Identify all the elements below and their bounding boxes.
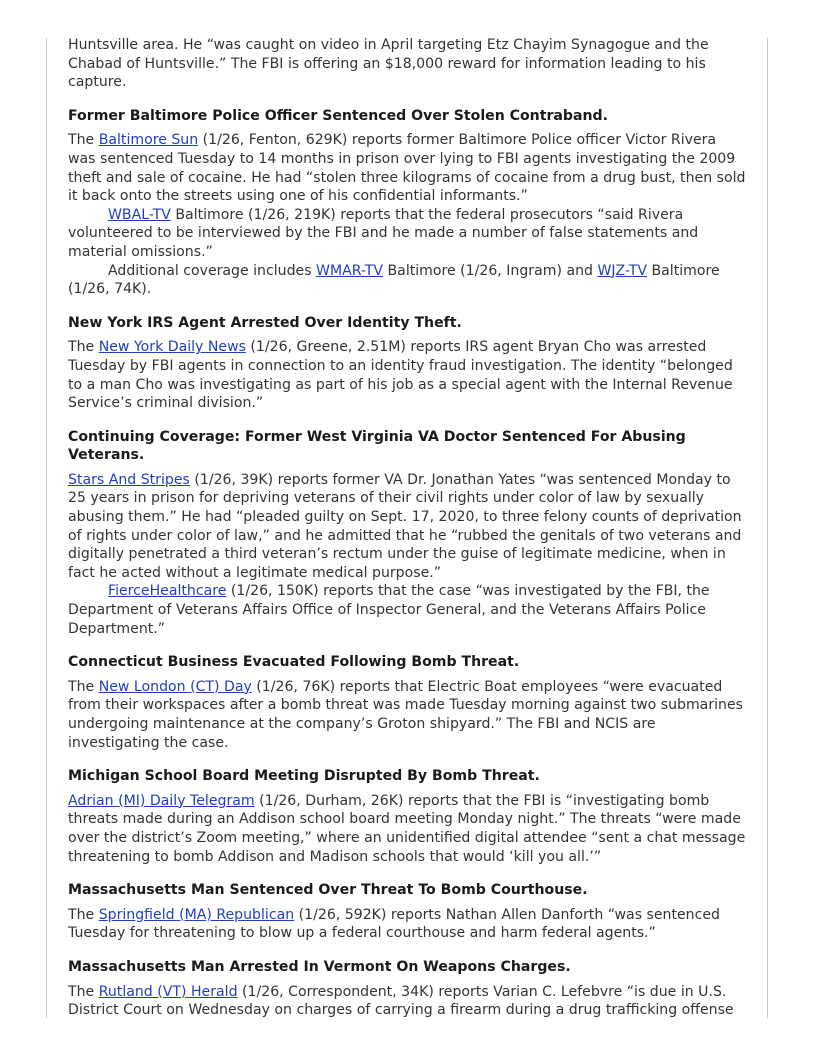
story-baltimore-police <box>68 107 748 299</box>
source-link-new-london-day[interactable]: New London (CT) Day <box>98 678 252 695</box>
intro-paragraph: Huntsville area. He “was caught on video in April targeting Etz Chayim Synagogue and the Chabad of Huntsville.” The FBI is offering an $18,000 reward for information leading to his capture. <box>68 37 709 91</box>
story-headline: New York IRS Agent Arrested Over Identity Theft. <box>68 314 462 331</box>
story-headline: Massachusetts Man Arrested In Vermont On Weapons Charges. <box>68 958 571 975</box>
story-paragraph <box>68 471 748 583</box>
text-run: The <box>68 132 99 149</box>
source-link-adrian-daily-telegram[interactable]: Adrian (MI) Daily Telegram <box>68 792 255 809</box>
story-ct-bomb-threat <box>68 653 748 752</box>
text-run: Baltimore (1/26, 219K) reports that the federal prosecutors “said Rivera volunteered to be interviewed by the FBI and he made a number of false statements and material omissions.” <box>68 206 699 260</box>
text-run: Baltimore (1/26, Ingram) and <box>383 262 598 279</box>
story-paragraph <box>68 262 748 299</box>
story-headline: Connecticut Business Evacuated Following Bomb Threat. <box>68 654 520 671</box>
source-link-stars-and-stripes[interactable]: Stars And Stripes <box>68 471 190 488</box>
story-paragraph <box>68 678 748 752</box>
story-va-doctor <box>68 428 748 639</box>
story-headline: Former Baltimore Police Officer Sentenced Over Stolen Contraband. <box>68 107 608 124</box>
story-paragraph <box>68 338 748 412</box>
text-run: (1/26, 76K) reports that Electric Boat employees “were evacuated from their workspaces after a bomb threat was made Tuesday morning against two submarines undergoing maintenance at the company’s Groton shipyard.” The FBI and NCIS are investigating the case. <box>68 678 743 751</box>
text-run: The <box>68 983 99 1000</box>
document-body <box>68 36 748 1035</box>
text-run: Baltimore (1/26, 74K). <box>68 262 720 298</box>
source-link-ny-daily-news[interactable]: New York Daily News <box>98 339 246 356</box>
story-paragraph <box>68 206 748 262</box>
story-paragraph <box>68 792 748 866</box>
text-run: (1/26, 592K) reports Nathan Allen Danforth “was sentenced Tuesday for threatening to blow up a federal courthouse and harm federal agents.” <box>68 906 720 942</box>
source-link-baltimore-sun[interactable]: Baltimore Sun <box>98 132 199 149</box>
source-link-fiercehealthcare[interactable]: FierceHealthcare <box>108 583 227 600</box>
story-paragraph <box>68 582 748 638</box>
source-link-wbal-tv[interactable]: WBAL-TV <box>108 206 171 223</box>
story-headline: Continuing Coverage: Former West Virginia VA Doctor Sentenced For Abusing Veterans. <box>68 428 686 464</box>
text-run: The <box>68 678 99 695</box>
text-run: Additional coverage includes <box>108 262 317 279</box>
story-headline: Michigan School Board Meeting Disrupted By Bomb Threat. <box>68 768 540 785</box>
text-run: (1/26, Greene, 2.51M) reports IRS agent Bryan Cho was arrested Tuesday by FBI agents in connection to an identity fraud investigation. The identity “belonged to a man Cho was investigating as part of his job as a special agent with the Internal Revenue Service’s criminal division.” <box>68 339 733 412</box>
source-link-springfield-republican[interactable]: Springfield (MA) Republican <box>98 906 295 923</box>
story-mi-school-board <box>68 767 748 866</box>
story-ma-courthouse-threat <box>68 881 748 943</box>
story-irs-agent <box>68 314 748 413</box>
text-run: (1/26, Fenton, 629K) reports former Baltimore Police officer Victor Rivera was sentenced Tuesday to 14 months in prison over lying to FBI agents investigating the 2009 theft and sale of cocaine. He had “stolen three kilograms of cocaine from a drug bust, then sold it back onto the streets using one of his confidential informants.” <box>68 132 746 205</box>
story-paragraph <box>68 131 748 205</box>
text-run: (1/26, Durham, 26K) reports that the FBI is “investigating bomb threats made during an Addison school board meeting Monday night.” The threats “were made over the district’s Zoom meeting,” where an unidentified digital attendee “sent a chat message threatening to bomb Addison and Madison schools that would ‘kill you all.’” <box>68 792 746 865</box>
text-run: The <box>68 906 99 923</box>
source-link-wmar-tv[interactable]: WMAR-TV <box>316 262 384 279</box>
text-run: The <box>68 339 99 356</box>
story-paragraph <box>68 906 748 943</box>
text-run: (1/26, Correspondent, 34K) reports Varian C. Lefebvre “is due in U.S. District Court on Wednesday on charges of carrying a firearm during a drug trafficking offense <box>68 983 734 1019</box>
story-headline: Massachusetts Man Sentenced Over Threat To Bomb Courthouse. <box>68 882 588 899</box>
source-link-wjz-tv[interactable]: WJZ-TV <box>597 262 647 279</box>
text-run: (1/26, 39K) reports former VA Dr. Jonathan Yates “was sentenced Monday to 25 years in prison for depriving veterans of their civil rights under color of law by sexually abusing them.” He had “pleaded guilty on Sept. 17, 2020, to three felony counts of deprivation of rights under color of law,” and he admitted that he “rubbed the genitals of two veterans and digitally penetrated a third veteran’s rectum under the guise of legitimate medicine, when in fact he acted without a legitimate medical purpose.” <box>68 471 742 581</box>
story-vt-weapons-charges <box>68 958 748 1020</box>
story-paragraph <box>68 983 748 1020</box>
source-link-rutland-herald[interactable]: Rutland (VT) Herald <box>98 983 238 1000</box>
text-run: (1/26, 150K) reports that the case “was investigated by the FBI, the Department of Veterans Affairs Office of Inspector General, and the Veterans Affairs Police Department.” <box>68 583 710 637</box>
